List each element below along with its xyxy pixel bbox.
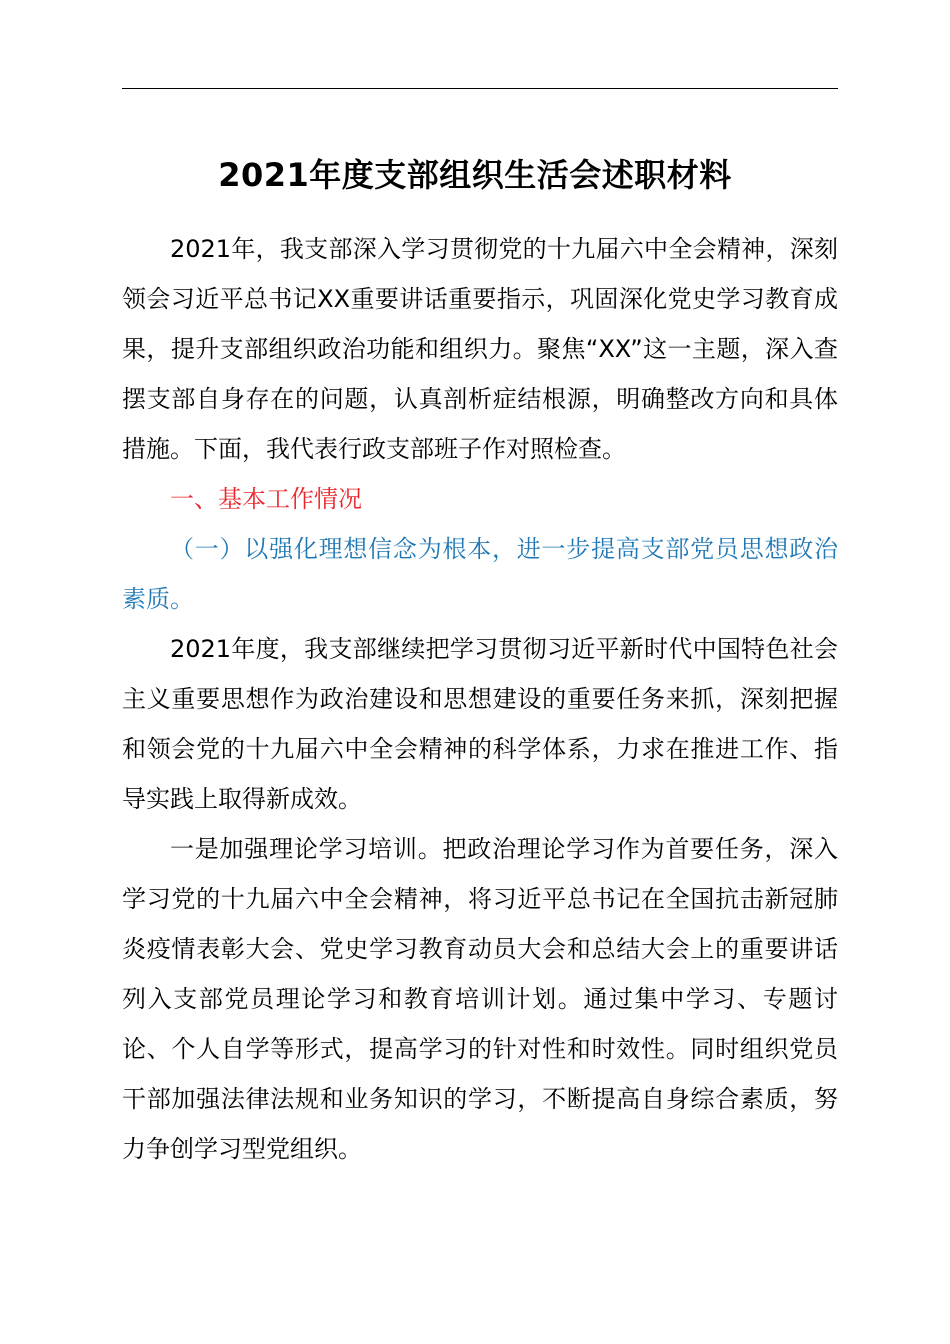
document-title: 2021年度支部组织生活会述职材料 (218, 156, 732, 194)
intro-paragraph: 2021年，我支部深入学习贯彻党的十九届六中全会精神，深刻领会习近平总书记XX重要讲话重要指示，巩固深化党史学习教育成果，提升支部组织政治功能和组织力。聚焦“XX”这一主题，深入查摆支部自身存在的问题，认真剖析症结根源，明确整改方向和具体措施。下面，我代表行政支部班子作对照检查。 (122, 235, 838, 463)
header-rule (122, 88, 838, 89)
document-body (122, 224, 838, 1174)
subsection-heading-ideals: （一）以强化理想信念为根本，进一步提高支部党员思想政治素质。 (122, 535, 838, 613)
section-heading-basic-work: 一、基本工作情况 (170, 485, 362, 513)
body-paragraph-2021: 2021年度，我支部继续把学习贯彻习近平新时代中国特色社会主义重要思想作为政治建设和思想建设的重要任务来抓，深刻把握和领会党的十九届六中全会精神的科学体系，力求在推进工作、指导实践上取得新成效。 (122, 635, 838, 813)
body-paragraph-theory-study: 一是加强理论学习培训。把政治理论学习作为首要任务，深入学习党的十九届六中全会精神，将习近平总书记在全国抗击新冠肺炎疫情表彰大会、党史学习教育动员大会和总结大会上的重要讲话列入支部党员理论学习和教育培训计划。通过集中学习、专题讨论、个人自学等形式，提高学习的针对性和时效性。同时组织党员干部加强法律法规和业务知识的学习，不断提高自身综合素质，努力争创学习型党组织。 (122, 835, 838, 1163)
